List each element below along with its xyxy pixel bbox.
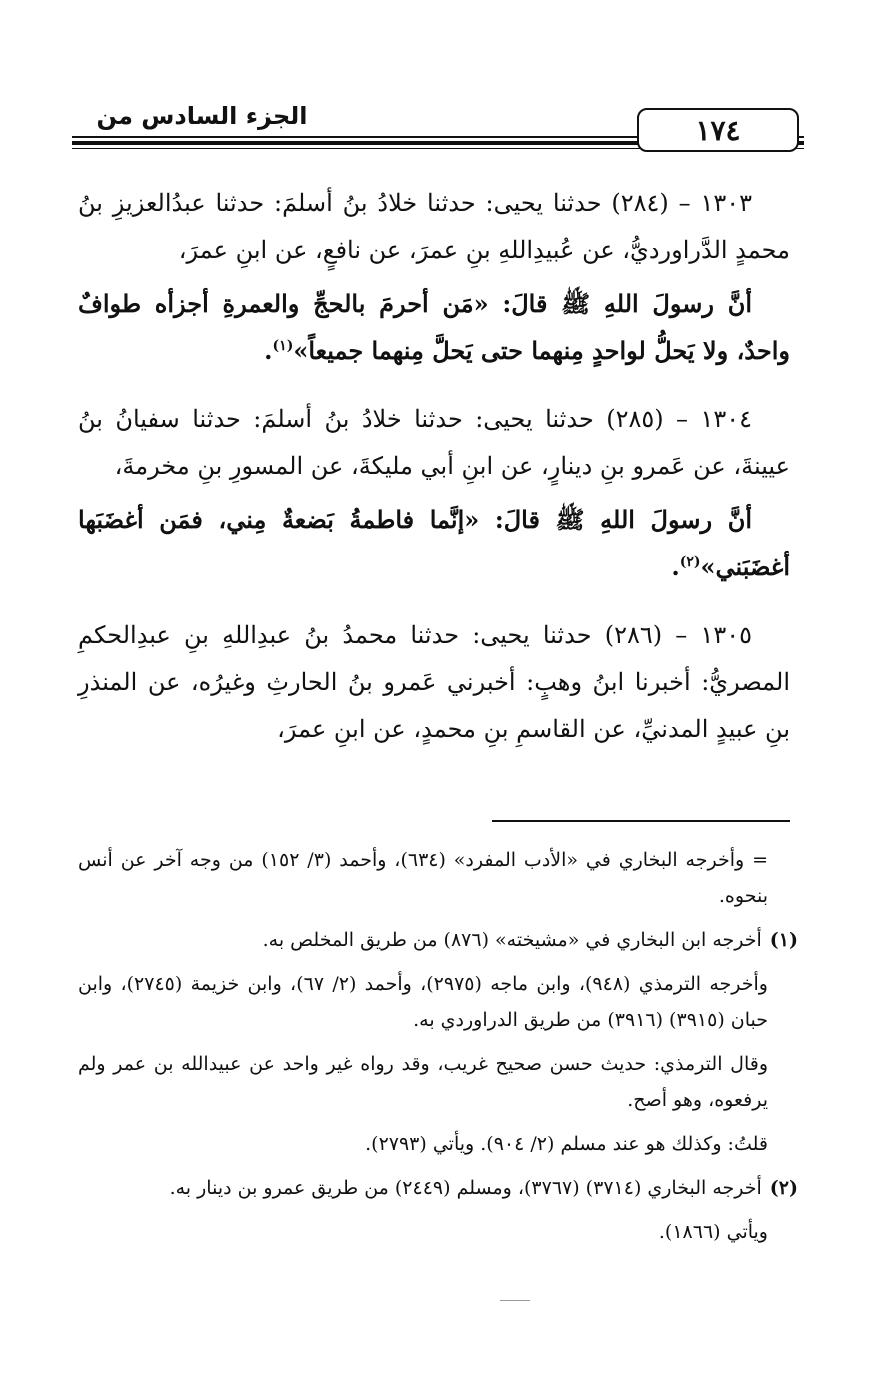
footnote-line: قلتُ: وكذلك هو عند مسلم (٢/ ٩٠٤). ويأتي (٢٧٩٣). bbox=[365, 1133, 768, 1155]
footnote-continuation: = وأخرجه البخاري في «الأدب المفرد» (٦٣٤)، وأحمد (٣/ ١٥٢) من وجه آخر عن أنس بنحوه. bbox=[78, 849, 768, 907]
footnote-1 bbox=[78, 922, 798, 958]
hadith-matn-text: أنَّ رسولَ اللهِ ﷺ قالَ: «إنَّما فاطمةُ بَضعةٌ مِني، فمَن أغضَبَها أغضَبَني» bbox=[78, 505, 790, 581]
hadith-1305-isnad: ١٣٠٥ – (٢٨٦) حدثنا يحيى: حدثنا محمدُ بنُ عبدِاللهِ بنِ عبدِالحكمِ المصريُّ: أخبرنا ابنُ وهبٍ: أخبرني عَمرو بنُ الحارثِ وغيرُه، عن المنذرِ بنِ عبيدٍ المدنيِّ، عن القاسمِ بنِ محمدٍ، عن ابنِ عمرَ، bbox=[78, 621, 790, 743]
scan-mark bbox=[500, 1300, 530, 1301]
page-header bbox=[72, 96, 804, 160]
footnote-number: (٢) bbox=[769, 1177, 798, 1199]
hadith-1303-isnad: ١٣٠٣ – (٢٨٤) حدثنا يحيى: حدثنا خلادُ بنُ أسلمَ: حدثنا عبدُالعزيزِ بنُ محمدٍ الدَّراورديُّ، عن عُبيدِاللهِ بنِ عمرَ، عن نافعٍ، عن ابنِ عمرَ، bbox=[78, 189, 790, 264]
hadith-end: . bbox=[671, 552, 680, 581]
hadith-end: . bbox=[264, 336, 273, 365]
footnote-line: وأخرجه الترمذي (٩٤٨)، وابن ماجه (٢٩٧٥)، وأحمد (٢/ ٦٧)، وابن خزيمة (٢٧٤٥)، وابن حبان (٣٩١٥) (٣٩١٦) من طريق الدراوردي به. bbox=[78, 973, 768, 1031]
footnote-ref-1[interactable]: (١) bbox=[272, 338, 294, 354]
page-number: ١٧٤ bbox=[637, 108, 799, 152]
footnote-line: ويأتي (١٨٦٦). bbox=[658, 1221, 768, 1243]
running-title: الجزء السادس من bbox=[96, 102, 308, 130]
footnote-separator bbox=[492, 820, 790, 822]
footnote-line: أخرجه البخاري (٣٧١٤) (٣٧٦٧)، ومسلم (٢٤٤٩) من طريق عمرو بن دينار به. bbox=[169, 1177, 762, 1199]
footnote-number: (١) bbox=[769, 929, 798, 951]
footnote-line: أخرجه ابن البخاري في «مشيخته» (٨٧٦) من طريق المخلص به. bbox=[262, 929, 762, 951]
footnote-2 bbox=[78, 1170, 798, 1206]
footnote-ref-2[interactable]: (٢) bbox=[679, 554, 701, 570]
footnotes bbox=[78, 842, 798, 1258]
hadith-1304-matn bbox=[78, 496, 790, 590]
hadith-matn-text: أنَّ رسولَ اللهِ ﷺ قالَ: «مَن أحرمَ بالحجِّ والعمرةِ أجزأه طوافٌ واحدٌ، ولا يَحلُّ لواحدٍ مِنهما حتى يَحلَّ مِنهما جميعاً» bbox=[78, 289, 790, 365]
hadith-1304-isnad: ١٣٠٤ – (٢٨٥) حدثنا يحيى: حدثنا خلادُ بنُ أسلمَ: حدثنا سفيانُ بنُ عيينةَ، عن عَمرو بنِ دينارٍ، عن ابنِ أبي مليكةَ، عن المسورِ بنِ مخرمةَ، bbox=[78, 405, 790, 480]
main-text bbox=[78, 180, 790, 759]
footnote-line: وقال الترمذي: حديث حسن صحيح غريب، وقد رواه غير واحد عن عبيدالله بن عمر ولم يرفعوه، وهو أصح. bbox=[78, 1053, 768, 1111]
hadith-1303-matn bbox=[78, 280, 790, 374]
